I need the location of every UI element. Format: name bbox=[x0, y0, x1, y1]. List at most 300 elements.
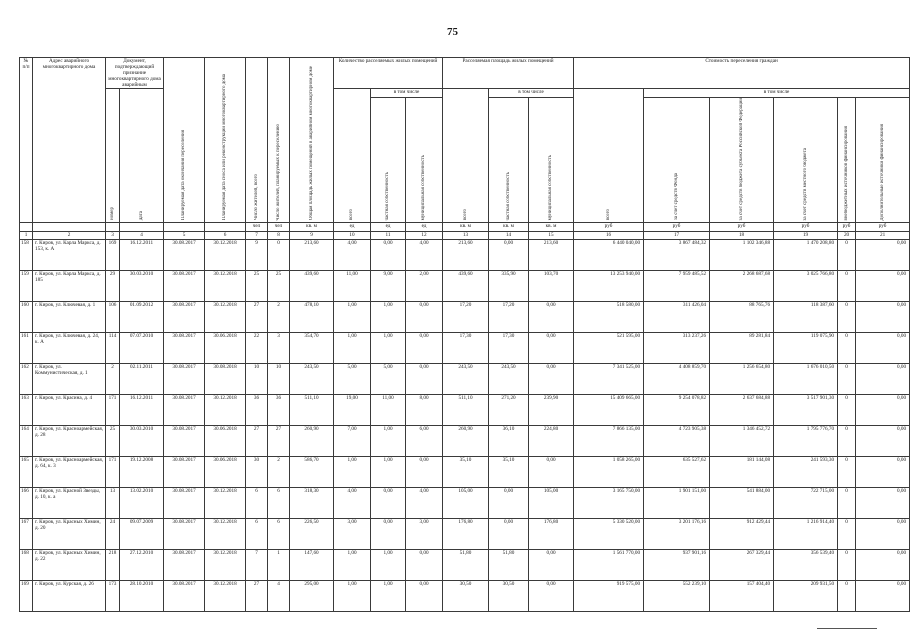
doc-date-cell: 30.03.2010 bbox=[120, 426, 164, 457]
area-municipal-cell: 176,80 bbox=[529, 519, 574, 550]
doc-date-cell: 19.12.2008 bbox=[120, 457, 164, 488]
address-cell: г. Киров, ул. Карла Маркса, д. 185 bbox=[33, 271, 106, 302]
cost-local-cell: 1 795 776,70 bbox=[774, 426, 838, 457]
rooms-municipal-cell: 0,00 bbox=[406, 364, 443, 395]
col-header-planned-demolition: Планируемая дата сноса или реконструкции многоквартирного дома bbox=[205, 58, 246, 223]
row-number: 164 bbox=[20, 426, 33, 457]
area-municipal-cell: 0,00 bbox=[529, 581, 574, 612]
cost-additional-cell: 0,00 bbox=[856, 457, 910, 488]
cost-extra-cell: 0 bbox=[838, 364, 856, 395]
address-cell: г. Киров, ул. Красноармейская, д. 28 bbox=[33, 426, 106, 457]
rooms-private-cell: 1,00 bbox=[371, 550, 406, 581]
cost-total-cell: 1 058 265,00 bbox=[574, 457, 644, 488]
rooms-municipal-cell: 4,00 bbox=[406, 488, 443, 519]
residents-cell: 27 bbox=[246, 581, 268, 612]
column-number-cell: 11 bbox=[371, 232, 406, 240]
address-cell: г. Киров, ул. Красных Химин, д. 22 bbox=[33, 550, 106, 581]
cost-extra-cell: 0 bbox=[838, 581, 856, 612]
rooms-private-cell: 0,00 bbox=[371, 488, 406, 519]
area-municipal-cell: 213,60 bbox=[529, 240, 574, 271]
unit-cell: руб bbox=[838, 223, 856, 232]
relocation-date-cell: 30.08.2017 bbox=[164, 271, 205, 302]
cost-region-cell: 2 637 684,88 bbox=[710, 395, 774, 426]
col-header-rooms-private: частная собственность bbox=[371, 98, 406, 223]
col-header-cost-total: всего bbox=[574, 89, 644, 223]
cost-extra-cell: 0 bbox=[838, 457, 856, 488]
residents-cell: 10 bbox=[246, 364, 268, 395]
rooms-municipal-cell: 2,00 bbox=[406, 271, 443, 302]
rooms-total-cell: 11,00 bbox=[334, 271, 371, 302]
cost-fund-cell: 9 254 078,82 bbox=[644, 395, 710, 426]
rooms-private-cell: 1,00 bbox=[371, 457, 406, 488]
unit-cell: ед bbox=[371, 223, 406, 232]
cost-fund-cell: 937 901,16 bbox=[644, 550, 710, 581]
residents-cell: 27 bbox=[246, 426, 268, 457]
residents-cell: 9 bbox=[246, 240, 268, 271]
relocation-date-cell: 30.08.2017 bbox=[164, 519, 205, 550]
area-municipal-cell: 0,00 bbox=[529, 457, 574, 488]
relocation-table bbox=[19, 57, 910, 612]
cost-total-cell: 518 580,00 bbox=[574, 302, 644, 333]
rooms-municipal-cell: 4,00 bbox=[406, 240, 443, 271]
cost-extra-cell: 0 bbox=[838, 550, 856, 581]
unit-cell: ед bbox=[406, 223, 443, 232]
unit-cell: руб bbox=[856, 223, 910, 232]
address-cell: г. Киров, ул. Красной Звезды, д. 10, к. а bbox=[33, 488, 106, 519]
group-header-cost: Стоимость переселения граждан bbox=[574, 58, 910, 89]
column-number-cell: 9 bbox=[290, 232, 334, 240]
cost-additional-cell: 0,00 bbox=[856, 488, 910, 519]
row-number: 158 bbox=[20, 240, 33, 271]
doc-number-cell: 25 bbox=[106, 426, 120, 457]
doc-date-cell: 13.02.2010 bbox=[120, 488, 164, 519]
table-row bbox=[20, 426, 910, 457]
cost-fund-cell: 4 408 859,70 bbox=[644, 364, 710, 395]
row-number: 161 bbox=[20, 333, 33, 364]
area-private-cell: 243,50 bbox=[489, 364, 529, 395]
relocation-date-cell: 30.08.2017 bbox=[164, 550, 205, 581]
doc-number-cell: 2 bbox=[106, 364, 120, 395]
doc-date-cell: 30.03.2010 bbox=[120, 271, 164, 302]
column-number-cell: 5 bbox=[164, 232, 205, 240]
residents-cell: 6 bbox=[246, 519, 268, 550]
cost-additional-cell: 0,00 bbox=[856, 271, 910, 302]
area-municipal-cell: 239,90 bbox=[529, 395, 574, 426]
relocation-date-cell: 30.08.2017 bbox=[164, 302, 205, 333]
relocated-cell: 6 bbox=[268, 519, 290, 550]
area-cell: 586,70 bbox=[290, 457, 334, 488]
cost-extra-cell: 0 bbox=[838, 240, 856, 271]
rooms-municipal-cell: 6,00 bbox=[406, 426, 443, 457]
column-number-cell: 10 bbox=[334, 232, 371, 240]
residents-cell: 22 bbox=[246, 333, 268, 364]
column-numbers-row bbox=[20, 232, 910, 240]
table-body bbox=[20, 240, 910, 612]
cost-total-cell: 5 330 520,00 bbox=[574, 519, 644, 550]
doc-date-cell: 28.10.2010 bbox=[120, 581, 164, 612]
area-cell: 511,10 bbox=[290, 395, 334, 426]
residents-cell: 30 bbox=[246, 457, 268, 488]
cost-extra-cell: 0 bbox=[838, 271, 856, 302]
cost-additional-cell: 0,00 bbox=[856, 519, 910, 550]
relocation-date-cell: 30.08.2017 bbox=[164, 581, 205, 612]
rooms-total-cell: 1,00 bbox=[334, 550, 371, 581]
column-number-cell: 13 bbox=[443, 232, 489, 240]
doc-number-cell: 173 bbox=[106, 581, 120, 612]
area-municipal-cell: 0,00 bbox=[529, 302, 574, 333]
unit-cell: руб bbox=[644, 223, 710, 232]
area-private-cell: 271,20 bbox=[489, 395, 529, 426]
area-municipal-cell: 103,70 bbox=[529, 271, 574, 302]
doc-number-cell: 29 bbox=[106, 271, 120, 302]
col-header-num: № п/п bbox=[20, 58, 33, 223]
rooms-total-cell: 1,00 bbox=[334, 302, 371, 333]
doc-number-cell: 24 bbox=[106, 519, 120, 550]
area-all-cell: 260,90 bbox=[443, 426, 489, 457]
col-header-cost-additional: Дополнительные источники финансирования bbox=[856, 98, 910, 223]
table-row bbox=[20, 488, 910, 519]
area-municipal-cell: 224,80 bbox=[529, 426, 574, 457]
demolition-date-cell: 30.08.2018 bbox=[205, 364, 246, 395]
rooms-total-cell: 1,00 bbox=[334, 457, 371, 488]
cost-fund-cell: 7 959 485,52 bbox=[644, 271, 710, 302]
cost-fund-cell: 311 426,04 bbox=[644, 302, 710, 333]
demolition-date-cell: 30.12.2018 bbox=[205, 271, 246, 302]
unit-cell: кв. м bbox=[290, 223, 334, 232]
cost-additional-cell: 0,00 bbox=[856, 550, 910, 581]
address-cell: г. Киров, ул. Ключевая, д. 1 bbox=[33, 302, 106, 333]
col-header-area-municipal: муниципальная собственность bbox=[529, 98, 574, 223]
units-row bbox=[20, 223, 910, 232]
relocated-cell: 10 bbox=[268, 364, 290, 395]
doc-date-cell: 16.12.2011 bbox=[120, 395, 164, 426]
page-number: 75 bbox=[447, 26, 458, 38]
cost-fund-cell: 1 901 151,00 bbox=[644, 488, 710, 519]
demolition-date-cell: 30.12.2018 bbox=[205, 519, 246, 550]
area-private-cell: 30,50 bbox=[489, 581, 529, 612]
rooms-total-cell: 19,00 bbox=[334, 395, 371, 426]
column-number-cell: 16 bbox=[574, 232, 644, 240]
rooms-municipal-cell: 0,00 bbox=[406, 550, 443, 581]
cost-extra-cell: 0 bbox=[838, 395, 856, 426]
area-municipal-cell: 0,00 bbox=[529, 550, 574, 581]
demolition-date-cell: 30.06.2018 bbox=[205, 457, 246, 488]
demolition-date-cell: 30.06.2018 bbox=[205, 333, 246, 364]
col-header-cost-fund: за счет средств Фонда bbox=[644, 98, 710, 223]
relocated-cell: 2 bbox=[268, 457, 290, 488]
rooms-private-cell: 1,00 bbox=[371, 333, 406, 364]
cost-additional-cell: 0,00 bbox=[856, 581, 910, 612]
area-all-cell: 243,50 bbox=[443, 364, 489, 395]
unit-cell: кв. м bbox=[443, 223, 489, 232]
demolition-date-cell: 30.06.2018 bbox=[205, 426, 246, 457]
area-cell: 243,50 bbox=[290, 364, 334, 395]
cost-region-cell: 1 102 346,88 bbox=[710, 240, 774, 271]
cost-fund-cell: 552 239,10 bbox=[644, 581, 710, 612]
column-number-cell: 6 bbox=[205, 232, 246, 240]
rooms-private-cell: 5,00 bbox=[371, 364, 406, 395]
area-all-cell: 105,00 bbox=[443, 488, 489, 519]
rooms-municipal-cell: 0,00 bbox=[406, 302, 443, 333]
cost-region-cell: 89 281,84 bbox=[710, 333, 774, 364]
area-private-cell: 35,10 bbox=[489, 457, 529, 488]
cost-local-cell: 1 216 914,40 bbox=[774, 519, 838, 550]
area-cell: 439,60 bbox=[290, 271, 334, 302]
col-header-cost-region: за счет средств бюджета субъекта Российской Федерации bbox=[710, 98, 774, 223]
demolition-date-cell: 30.12.2018 bbox=[205, 395, 246, 426]
doc-date-cell: 27.12.2010 bbox=[120, 550, 164, 581]
rooms-private-cell: 1,00 bbox=[371, 581, 406, 612]
cost-region-cell: 1 256 654,80 bbox=[710, 364, 774, 395]
row-number: 162 bbox=[20, 364, 33, 395]
cost-fund-cell: 635 527,62 bbox=[644, 457, 710, 488]
cost-additional-cell: 0,00 bbox=[856, 302, 910, 333]
area-private-cell: 0,00 bbox=[489, 240, 529, 271]
rooms-municipal-cell: 0,00 bbox=[406, 581, 443, 612]
unit-cell: кв. м bbox=[489, 223, 529, 232]
address-cell: г. Киров, ул. Красина, д. 4 bbox=[33, 395, 106, 426]
table-row bbox=[20, 519, 910, 550]
area-cell: 226,50 bbox=[290, 519, 334, 550]
table-row bbox=[20, 271, 910, 302]
residents-cell: 7 bbox=[246, 550, 268, 581]
col-header-address: Адрес аварийного многоквартирного дома bbox=[33, 58, 106, 223]
cost-region-cell: 157 404,40 bbox=[710, 581, 774, 612]
column-number-cell: 18 bbox=[710, 232, 774, 240]
rooms-private-cell: 0,00 bbox=[371, 240, 406, 271]
relocation-date-cell: 30.08.2017 bbox=[164, 333, 205, 364]
address-cell: г. Киров, ул. Коммунистическая, д. 1 bbox=[33, 364, 106, 395]
cost-local-cell: 119 075,90 bbox=[774, 333, 838, 364]
area-municipal-cell: 105,00 bbox=[529, 488, 574, 519]
column-number-cell: 12 bbox=[406, 232, 443, 240]
relocation-date-cell: 30.08.2017 bbox=[164, 395, 205, 426]
col-header-cost-extra: внебюджетных источников финансирования bbox=[838, 98, 856, 223]
column-number-cell: 2 bbox=[33, 232, 106, 240]
area-all-cell: 176,80 bbox=[443, 519, 489, 550]
cost-total-cell: 7 866 135,00 bbox=[574, 426, 644, 457]
demolition-date-cell: 30.12.2018 bbox=[205, 240, 246, 271]
area-cell: 318,30 bbox=[290, 488, 334, 519]
row-number: 159 bbox=[20, 271, 33, 302]
col-header-cost-local: за счет средств местного бюджета bbox=[774, 98, 838, 223]
col-header-area-total: Общая площадь жилых помещений в аварийном многоквартирном доме bbox=[290, 58, 334, 223]
address-cell: г. Киров, ул. Красных Химин, д. 20 bbox=[33, 519, 106, 550]
row-number: 166 bbox=[20, 488, 33, 519]
col-header-doc-number: номер bbox=[106, 89, 120, 223]
cost-local-cell: 241 593,30 bbox=[774, 457, 838, 488]
rooms-total-cell: 4,00 bbox=[334, 240, 371, 271]
cost-region-cell: 2 268 687,68 bbox=[710, 271, 774, 302]
cost-region-cell: 88 765,76 bbox=[710, 302, 774, 333]
cost-total-cell: 6 440 040,00 bbox=[574, 240, 644, 271]
footer-rule bbox=[817, 628, 877, 629]
area-private-cell: 17,30 bbox=[489, 333, 529, 364]
relocated-cell: 0 bbox=[268, 240, 290, 271]
relocation-date-cell: 30.08.2017 bbox=[164, 364, 205, 395]
table-row bbox=[20, 302, 910, 333]
rooms-private-cell: 1,00 bbox=[371, 426, 406, 457]
cost-local-cell: 118 387,60 bbox=[774, 302, 838, 333]
row-number: 169 bbox=[20, 581, 33, 612]
cost-fund-cell: 4 723 905,38 bbox=[644, 426, 710, 457]
rooms-total-cell: 4,00 bbox=[334, 488, 371, 519]
cost-total-cell: 521 595,00 bbox=[574, 333, 644, 364]
cost-extra-cell: 0 bbox=[838, 519, 856, 550]
doc-number-cell: 13 bbox=[106, 488, 120, 519]
table-row bbox=[20, 581, 910, 612]
relocated-cell: 27 bbox=[268, 426, 290, 457]
relocated-cell: 25 bbox=[268, 271, 290, 302]
cost-local-cell: 3 025 766,80 bbox=[774, 271, 838, 302]
doc-number-cell: 171 bbox=[106, 457, 120, 488]
cost-local-cell: 356 539,40 bbox=[774, 550, 838, 581]
col-header-rooms-municipal: муниципальная собственность bbox=[406, 98, 443, 223]
area-municipal-cell: 0,00 bbox=[529, 333, 574, 364]
row-number: 163 bbox=[20, 395, 33, 426]
cost-additional-cell: 0,00 bbox=[856, 395, 910, 426]
cost-region-cell: 181 144,08 bbox=[710, 457, 774, 488]
table-row bbox=[20, 364, 910, 395]
address-cell: г. Киров, ул. Курская, д. 26 bbox=[33, 581, 106, 612]
cost-extra-cell: 0 bbox=[838, 488, 856, 519]
area-private-cell: 335,90 bbox=[489, 271, 529, 302]
cost-region-cell: 1 346 452,72 bbox=[710, 426, 774, 457]
col-header-doc-date: дата bbox=[120, 89, 164, 223]
residents-cell: 27 bbox=[246, 302, 268, 333]
doc-date-cell: 02.11.2011 bbox=[120, 364, 164, 395]
group-header-rooms: Количество расселяемых жилых помещений bbox=[334, 58, 443, 89]
area-all-cell: 30,50 bbox=[443, 581, 489, 612]
residents-cell: 36 bbox=[246, 395, 268, 426]
cost-additional-cell: 0,00 bbox=[856, 364, 910, 395]
unit-cell: руб bbox=[774, 223, 838, 232]
cost-additional-cell: 0,00 bbox=[856, 240, 910, 271]
address-cell: г. Киров, ул. Ключевая, д. 24, к. А bbox=[33, 333, 106, 364]
rooms-private-cell: 1,00 bbox=[371, 302, 406, 333]
demolition-date-cell: 30.12.2018 bbox=[205, 488, 246, 519]
rooms-private-cell: 11,00 bbox=[371, 395, 406, 426]
group-header-area: Расселяемая площадь жилых помещений bbox=[443, 58, 574, 89]
row-number: 168 bbox=[20, 550, 33, 581]
cost-total-cell: 919 575,00 bbox=[574, 581, 644, 612]
cost-total-cell: 13 253 940,00 bbox=[574, 271, 644, 302]
rooms-municipal-cell: 8,00 bbox=[406, 395, 443, 426]
area-all-cell: 17,20 bbox=[443, 302, 489, 333]
unit-cell: ед bbox=[334, 223, 371, 232]
area-all-cell: 213,60 bbox=[443, 240, 489, 271]
cost-additional-cell: 0,00 bbox=[856, 426, 910, 457]
col-header-area-private: частная собственность bbox=[489, 98, 529, 223]
cost-extra-cell: 0 bbox=[838, 426, 856, 457]
area-all-cell: 51,80 bbox=[443, 550, 489, 581]
column-number-cell: 4 bbox=[120, 232, 164, 240]
rooms-total-cell: 1,00 bbox=[334, 333, 371, 364]
table-row bbox=[20, 240, 910, 271]
column-number-cell: 1 bbox=[20, 232, 33, 240]
doc-number-cell: 114 bbox=[106, 333, 120, 364]
cost-additional-cell: 0,00 bbox=[856, 333, 910, 364]
relocation-date-cell: 30.08.2017 bbox=[164, 457, 205, 488]
cost-total-cell: 3 165 750,00 bbox=[574, 488, 644, 519]
relocation-date-cell: 30.08.2017 bbox=[164, 426, 205, 457]
cost-local-cell: 3 517 901,30 bbox=[774, 395, 838, 426]
area-private-cell: 0,00 bbox=[489, 519, 529, 550]
doc-number-cell: 106 bbox=[106, 302, 120, 333]
sub-header-rooms-including: в том числе bbox=[371, 89, 443, 98]
residents-cell: 6 bbox=[246, 488, 268, 519]
area-cell: 354,70 bbox=[290, 333, 334, 364]
cost-local-cell: 209 931,50 bbox=[774, 581, 838, 612]
area-cell: 295,00 bbox=[290, 581, 334, 612]
cost-fund-cell: 3 201 176,16 bbox=[644, 519, 710, 550]
col-header-residents-relocated: Число жителей, планируемых к переселению bbox=[268, 58, 290, 223]
doc-number-cell: 171 bbox=[106, 395, 120, 426]
rooms-total-cell: 1,00 bbox=[334, 581, 371, 612]
unit-cell: чел bbox=[246, 223, 268, 232]
cost-fund-cell: 3 867 484,32 bbox=[644, 240, 710, 271]
cost-extra-cell: 0 bbox=[838, 333, 856, 364]
column-number-cell: 14 bbox=[489, 232, 529, 240]
demolition-date-cell: 30.12.2018 bbox=[205, 302, 246, 333]
cost-total-cell: 1 561 770,00 bbox=[574, 550, 644, 581]
relocated-cell: 2 bbox=[268, 302, 290, 333]
rooms-municipal-cell: 3,00 bbox=[406, 519, 443, 550]
doc-date-cell: 01.09.2012 bbox=[120, 302, 164, 333]
cost-total-cell: 15 409 665,00 bbox=[574, 395, 644, 426]
area-cell: 478,10 bbox=[290, 302, 334, 333]
demolition-date-cell: 30.12.2018 bbox=[205, 581, 246, 612]
relocated-cell: 4 bbox=[268, 581, 290, 612]
area-cell: 147,60 bbox=[290, 550, 334, 581]
area-cell: 213,60 bbox=[290, 240, 334, 271]
cost-local-cell: 1 470 208,80 bbox=[774, 240, 838, 271]
doc-date-cell: 09.07.2009 bbox=[120, 519, 164, 550]
cost-total-cell: 7 341 525,00 bbox=[574, 364, 644, 395]
rooms-municipal-cell: 0,00 bbox=[406, 333, 443, 364]
doc-date-cell: 07.07.2010 bbox=[120, 333, 164, 364]
rooms-total-cell: 3,00 bbox=[334, 519, 371, 550]
table-row bbox=[20, 333, 910, 364]
area-all-cell: 439,60 bbox=[443, 271, 489, 302]
demolition-date-cell: 30.12.2018 bbox=[205, 550, 246, 581]
rooms-total-cell: 5,00 bbox=[334, 364, 371, 395]
row-number: 167 bbox=[20, 519, 33, 550]
cost-region-cell: 267 329,44 bbox=[710, 550, 774, 581]
rooms-municipal-cell: 0,00 bbox=[406, 457, 443, 488]
residents-cell: 25 bbox=[246, 271, 268, 302]
col-header-area-all: всего bbox=[443, 89, 489, 223]
address-cell: г. Киров, ул. Карла Маркса, д. 153, к. А bbox=[33, 240, 106, 271]
doc-number-cell: 169 bbox=[106, 240, 120, 271]
column-number-cell: 3 bbox=[106, 232, 120, 240]
sub-header-cost-including: в том числе bbox=[644, 89, 910, 98]
row-number: 160 bbox=[20, 302, 33, 333]
column-number-cell: 17 bbox=[644, 232, 710, 240]
table-row bbox=[20, 457, 910, 488]
area-private-cell: 0,00 bbox=[489, 488, 529, 519]
table-row bbox=[20, 395, 910, 426]
area-all-cell: 35,10 bbox=[443, 457, 489, 488]
area-all-cell: 17,30 bbox=[443, 333, 489, 364]
table-row bbox=[20, 550, 910, 581]
area-all-cell: 511,10 bbox=[443, 395, 489, 426]
rooms-private-cell: 0,00 bbox=[371, 519, 406, 550]
relocated-cell: 1 bbox=[268, 550, 290, 581]
unit-cell: руб bbox=[574, 223, 644, 232]
cost-extra-cell: 0 bbox=[838, 302, 856, 333]
row-number: 165 bbox=[20, 457, 33, 488]
